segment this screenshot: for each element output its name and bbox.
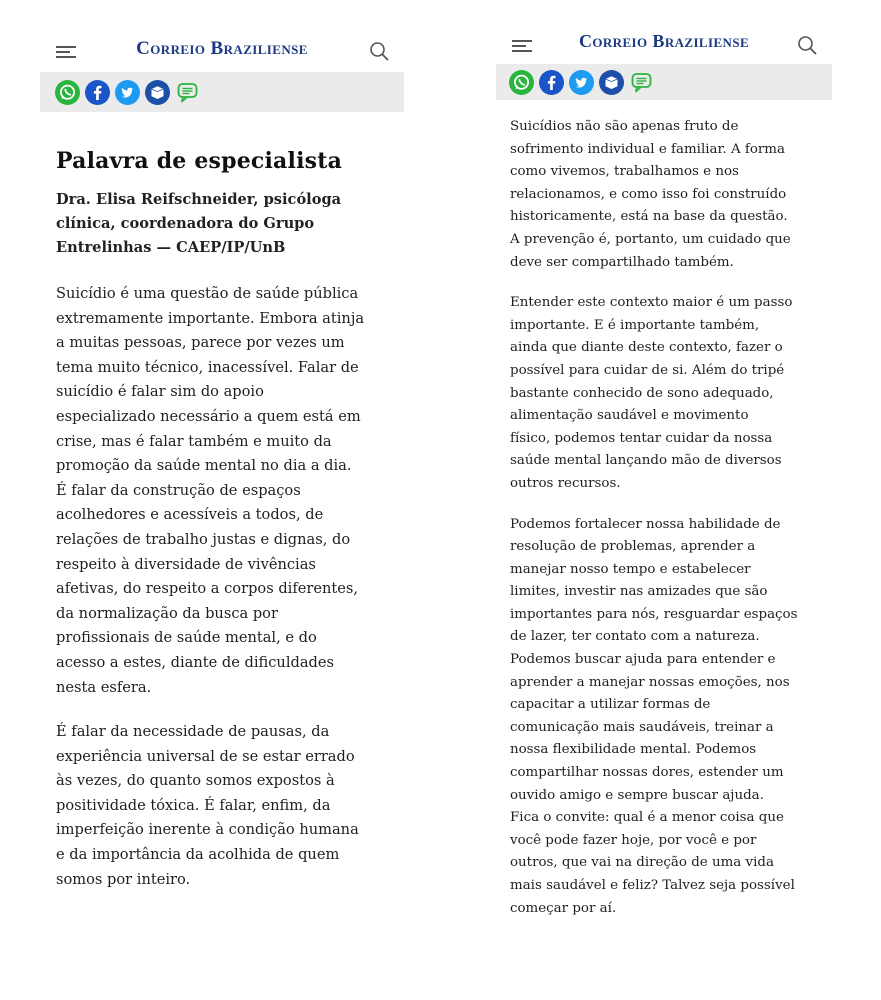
text-line: você pode fazer hoje, por você e por: [510, 832, 757, 848]
text-line: Fica o convite: qual é a menor coisa que: [510, 810, 784, 826]
site-header: [40, 34, 404, 72]
site-logo[interactable]: Correio Braziliense: [136, 38, 308, 59]
article-paragraph: [56, 720, 400, 892]
text-line: profissionais de saúde mental, e do: [56, 629, 317, 647]
text-line: importantes para nós, resguardar espaços: [510, 606, 798, 622]
text-line: ainda que diante deste contexto, fazer o: [510, 340, 783, 356]
twitter-icon[interactable]: [569, 70, 594, 95]
text-line: nossa flexibilidade mental. Podemos: [510, 742, 757, 758]
text-line: Suicídio é uma questão de saúde pública: [56, 285, 359, 302]
text-line: promoção da saúde mental no dia a dia.: [56, 457, 352, 475]
text-line: outros recursos.: [510, 475, 621, 491]
text-line: capacitar a utilizar formas de: [510, 697, 711, 713]
text-line: respeito à diversidade de vivências: [56, 555, 316, 573]
telegram-icon[interactable]: [599, 70, 624, 95]
text-line: A prevenção é, portanto, um cuidado que: [510, 231, 791, 247]
site-header: [496, 28, 832, 64]
comment-icon[interactable]: [175, 80, 200, 105]
twitter-icon[interactable]: [115, 80, 140, 105]
comment-icon[interactable]: [629, 70, 654, 95]
whatsapp-icon[interactable]: [55, 80, 80, 105]
text-line: especializado necessário a quem está em: [56, 407, 361, 425]
search-icon[interactable]: [368, 40, 390, 62]
byline-line: Entrelinhas — CAEP/IP/UnB: [56, 239, 286, 256]
text-line: É falar da necessidade de pausas, da: [56, 723, 330, 741]
text-line: imperfeição inerente à condição humana: [56, 821, 359, 839]
text-line: aprender a manejar nossas emoções, nos: [510, 674, 790, 690]
share-bar: [40, 72, 404, 112]
text-line: acesso a estes, diante de dificuldades: [56, 653, 335, 671]
text-line: começar por aí.: [510, 900, 617, 916]
text-line: físico, podemos tentar cuidar da nossa: [510, 430, 773, 446]
byline-line: Dra. Elisa Reifschneider, psicóloga: [56, 191, 342, 208]
text-line: sofrimento individual e familiar. A forma: [510, 141, 785, 157]
article-paragraph: [510, 514, 834, 921]
text-line: afetivas, do respeito a corpos diferentes,: [56, 580, 359, 598]
author-byline: [56, 188, 396, 260]
left-article-panel: [40, 0, 404, 892]
text-line: extremamente importante. Embora atinja: [56, 309, 365, 327]
text-line: comunicação mais saudáveis, treinar a: [510, 719, 774, 735]
site-logo[interactable]: Correio Braziliense: [578, 31, 750, 51]
text-line: suicídio é falar sim do apoio: [56, 383, 264, 401]
text-line: e da importância da acolhida de quem: [56, 846, 340, 864]
text-line: manejar nosso tempo e estabelecer: [510, 561, 751, 577]
whatsapp-icon[interactable]: [509, 70, 534, 95]
text-line: Suicídios não são apenas fruto de: [510, 119, 739, 134]
article-heading: Palavra de especialista: [56, 148, 343, 174]
text-line: crise, mas é falar também e muito da: [56, 432, 332, 450]
text-line: compartilhar nossas dores, estender um: [510, 765, 784, 781]
text-line: nesta esfera.: [56, 678, 152, 696]
text-line: tema muito técnico, inacessível. Falar de: [56, 358, 359, 376]
text-line: Podemos fortalecer nossa habilidade de: [510, 516, 781, 532]
search-icon[interactable]: [796, 34, 818, 56]
text-line: saúde mental lançando mão de diversos: [510, 453, 782, 469]
text-line: relações de trabalho justas e dignas, do: [56, 530, 351, 548]
text-line: a muitas pessoas, parece por vezes um: [56, 334, 345, 352]
text-line: possível para cuidar de si. Além do tripé: [510, 362, 785, 378]
text-line: historicamente, está na base da questão.: [510, 209, 788, 225]
text-line: como vivemos, trabalhamos e nos: [510, 164, 739, 180]
facebook-icon[interactable]: [539, 70, 564, 95]
text-line: resolução de problemas, aprender a: [510, 539, 756, 555]
text-line: ouvido amigo e sempre buscar ajuda.: [510, 787, 764, 803]
article-paragraph: [510, 292, 834, 495]
text-line: positividade tóxica. É falar, enfim, da: [56, 796, 331, 814]
text-line: importante. E é importante também,: [510, 317, 760, 333]
text-line: limites, investir nas amizades que são: [510, 584, 768, 600]
text-line: relacionamos, e como isso foi construído: [510, 186, 787, 202]
byline-line: clínica, coordenadora do Grupo: [56, 215, 315, 232]
text-line: Podemos buscar ajuda para entender e: [510, 652, 776, 668]
text-line: deve ser compartilhado também.: [510, 254, 734, 270]
text-line: de lazer, ter contato com a natureza.: [510, 629, 760, 645]
text-line: alimentação saudável e movimento: [510, 408, 749, 424]
text-line: acolhedores e acessíveis a todos, de: [56, 506, 324, 524]
text-line: Entender este contexto maior é um passo: [510, 295, 793, 311]
article-paragraph: [56, 282, 400, 700]
text-line: mais saudável e feliz? Talvez seja possível: [510, 878, 795, 893]
text-line: somos por inteiro.: [56, 870, 191, 888]
text-line: bastante conhecido de sono adequado,: [510, 385, 774, 401]
text-line: às vezes, do quanto somos expostos à: [56, 772, 335, 790]
facebook-icon[interactable]: [85, 80, 110, 105]
right-article-panel: [496, 0, 832, 920]
share-bar: [496, 64, 832, 100]
text-line: da normalização da busca por: [56, 604, 278, 622]
telegram-icon[interactable]: [145, 80, 170, 105]
text-line: experiência universal de se estar errado: [56, 747, 355, 765]
article-paragraph: [510, 116, 834, 274]
text-line: É falar da construção de espaços: [56, 481, 301, 499]
text-line: outros, que vai na direção de uma vida: [510, 855, 774, 871]
